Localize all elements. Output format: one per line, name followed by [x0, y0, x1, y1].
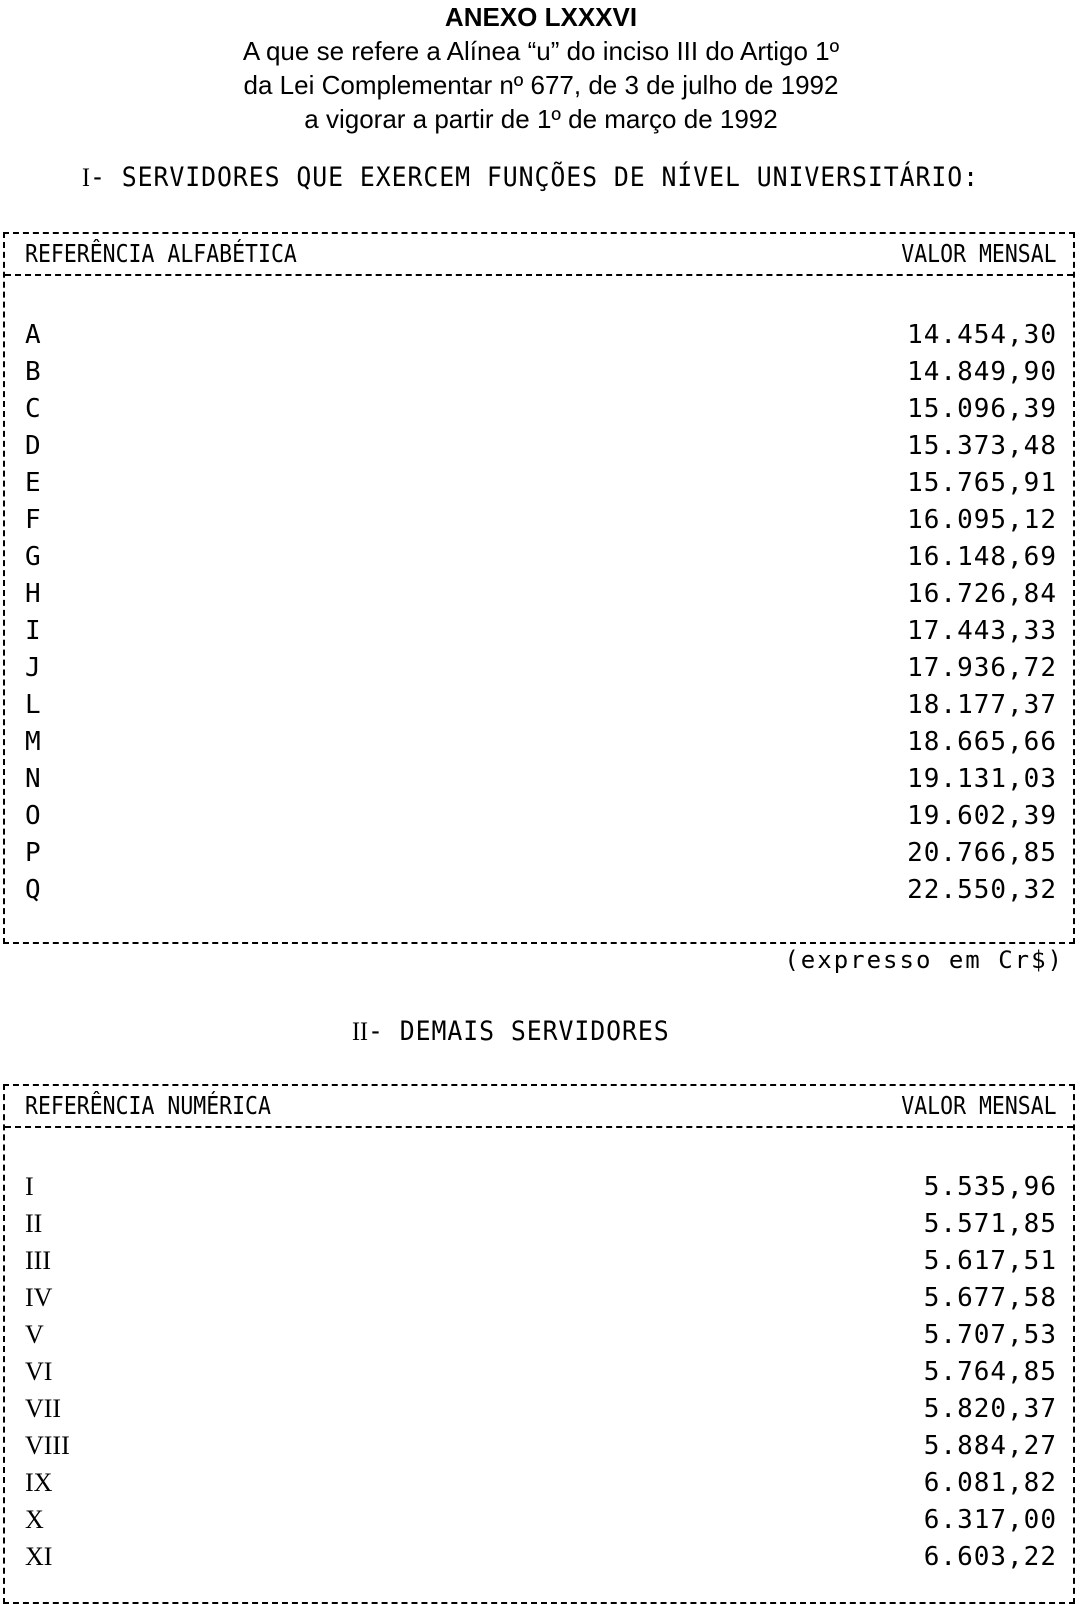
reference-cell: VIII [25, 1431, 70, 1460]
value-cell: 15.373,48 [907, 431, 1057, 461]
value-cell: 6.081,82 [923, 1468, 1057, 1498]
section-1-title [82, 162, 979, 193]
value-cell: 5.677,58 [923, 1283, 1057, 1313]
table-row [5, 1468, 1073, 1505]
table-row [5, 875, 1073, 912]
value-cell: 16.148,69 [907, 542, 1057, 572]
value-cell: 6.317,00 [923, 1505, 1057, 1535]
table-numeric-header [5, 1086, 1073, 1128]
reference-cell: III [25, 1246, 51, 1275]
value-cell: 22.550,32 [907, 875, 1057, 905]
value-cell: 5.535,96 [923, 1172, 1057, 1202]
reference-cell: IV [25, 1283, 53, 1312]
table-numeric-body [5, 1128, 1073, 1579]
column-header-reference: REFERÊNCIA ALFABÉTICA [25, 239, 297, 268]
value-cell: 20.766,85 [907, 838, 1057, 868]
reference-cell: J [25, 653, 41, 683]
table-row [5, 616, 1073, 653]
table-row [5, 542, 1073, 579]
reference-cell: E [25, 468, 41, 498]
section-1-title-text: - SERVIDORES QUE EXERCEM FUNÇÕES DE NÍVEL UNIVERSITÁRIO: [89, 162, 979, 193]
value-cell: 5.571,85 [923, 1209, 1057, 1239]
table-row [5, 653, 1073, 690]
table-row [5, 764, 1073, 801]
table-row [5, 1505, 1073, 1542]
currency-note: (expresso em Cr$) [784, 946, 1064, 974]
document-header [0, 0, 1082, 136]
table-row [5, 1542, 1073, 1579]
value-cell: 14.849,90 [907, 357, 1057, 387]
annex-title: ANEXO LXXXVI [444, 2, 638, 32]
section-2-title-text: - DEMAIS SERVIDORES [367, 1016, 670, 1047]
value-cell: 14.454,30 [907, 320, 1057, 350]
table-row [5, 320, 1073, 357]
table-row [5, 1357, 1073, 1394]
reference-cell: I [25, 616, 41, 646]
table-row [5, 431, 1073, 468]
reference-cell: P [25, 838, 41, 868]
reference-cell: F [25, 505, 41, 535]
header-line-3: a vigorar a partir de 1º de março de 1992 [304, 104, 778, 134]
table-row [5, 1209, 1073, 1246]
column-header-value: VALOR MENSAL [901, 1091, 1057, 1120]
reference-cell: D [25, 431, 41, 461]
table-numeric [3, 1084, 1075, 1604]
table-row [5, 1246, 1073, 1283]
header-line-1: A que se refere a Alínea “u” do inciso III do Artigo 1º [242, 36, 840, 66]
value-cell: 5.707,53 [923, 1320, 1057, 1350]
table-row [5, 1394, 1073, 1431]
section-2-numeral: II [352, 1017, 368, 1046]
reference-cell: X [25, 1505, 44, 1534]
table-row [5, 394, 1073, 431]
reference-cell: Q [25, 875, 41, 905]
value-cell: 17.443,33 [907, 616, 1057, 646]
value-cell: 19.131,03 [907, 764, 1057, 794]
value-cell: 18.177,37 [907, 690, 1057, 720]
table-row [5, 801, 1073, 838]
reference-cell: H [25, 579, 41, 609]
reference-cell: V [25, 1320, 44, 1349]
value-cell: 5.820,37 [923, 1394, 1057, 1424]
reference-cell: XI [25, 1542, 53, 1571]
value-cell: 15.096,39 [907, 394, 1057, 424]
table-alphabetic-body [5, 276, 1073, 912]
reference-cell: I [25, 1172, 34, 1201]
column-header-value: VALOR MENSAL [901, 239, 1057, 268]
value-cell: 5.884,27 [923, 1431, 1057, 1461]
table-row [5, 1431, 1073, 1468]
column-header-reference: REFERÊNCIA NUMÉRICA [25, 1091, 271, 1120]
table-row [5, 1320, 1073, 1357]
value-cell: 15.765,91 [907, 468, 1057, 498]
value-cell: 16.726,84 [907, 579, 1057, 609]
reference-cell: N [25, 764, 41, 794]
table-alphabetic [3, 232, 1075, 944]
value-cell: 19.602,39 [907, 801, 1057, 831]
reference-cell: M [25, 727, 41, 757]
header-line-2: da Lei Complementar nº 677, de 3 de julho de 1992 [243, 70, 839, 100]
reference-cell: VI [25, 1357, 53, 1386]
table-row [5, 1172, 1073, 1209]
table-row [5, 1283, 1073, 1320]
reference-cell: G [25, 542, 41, 572]
reference-cell: II [25, 1209, 43, 1238]
section-1-numeral: I [82, 163, 90, 192]
table-row [5, 579, 1073, 616]
reference-cell: B [25, 357, 41, 387]
reference-cell: A [25, 320, 41, 350]
value-cell: 17.936,72 [907, 653, 1057, 683]
section-2-title [352, 1016, 670, 1047]
reference-cell: IX [25, 1468, 53, 1497]
reference-cell: L [25, 690, 41, 720]
reference-cell: VII [25, 1394, 62, 1423]
value-cell: 16.095,12 [907, 505, 1057, 535]
value-cell: 5.764,85 [923, 1357, 1057, 1387]
value-cell: 5.617,51 [923, 1246, 1057, 1276]
table-row [5, 357, 1073, 394]
table-row [5, 690, 1073, 727]
reference-cell: C [25, 394, 41, 424]
table-alphabetic-header [5, 234, 1073, 276]
table-row [5, 838, 1073, 875]
table-row [5, 468, 1073, 505]
value-cell: 18.665,66 [907, 727, 1057, 757]
reference-cell: O [25, 801, 41, 831]
value-cell: 6.603,22 [923, 1542, 1057, 1572]
table-row [5, 505, 1073, 542]
table-row [5, 727, 1073, 764]
